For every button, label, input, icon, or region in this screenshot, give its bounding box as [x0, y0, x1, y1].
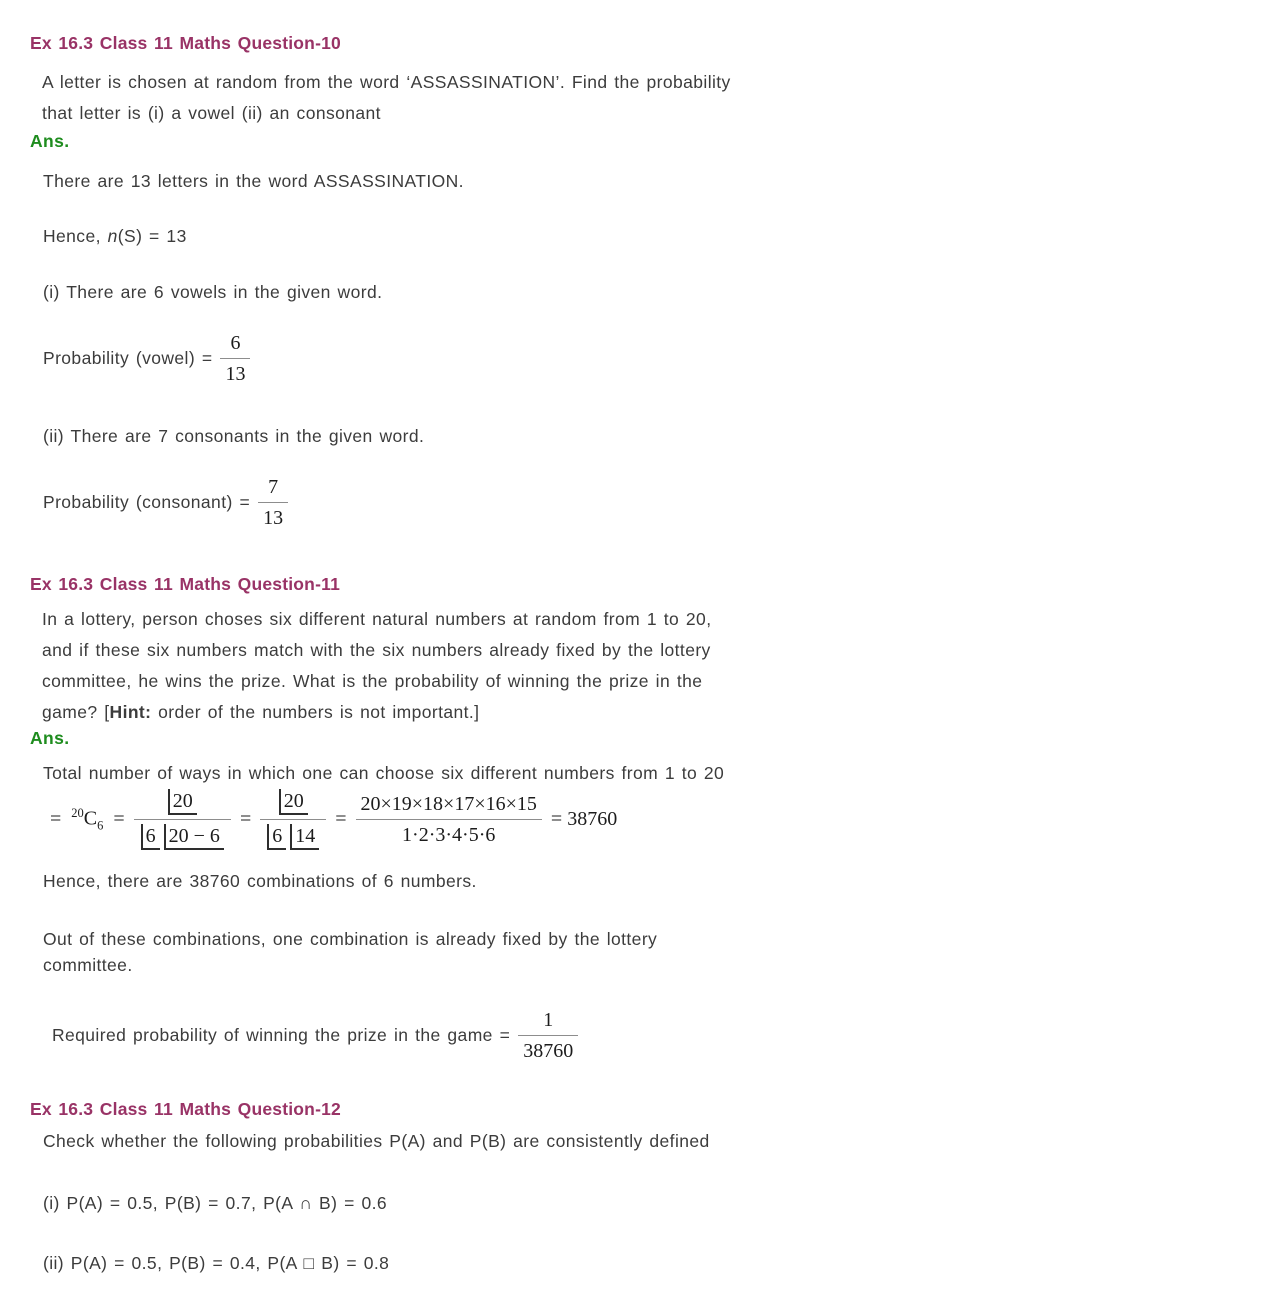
fraction-denominator: 1·2·3·4·5·6: [402, 824, 496, 846]
superscript-20: 20: [71, 805, 84, 820]
required-probability-label: Required probability of winning the prize in the game =: [52, 1025, 511, 1045]
probability-vowel-line: [43, 331, 1235, 386]
question-10-text: [42, 67, 1235, 129]
fraction-denominator: [134, 820, 231, 851]
question-11-text: [42, 604, 1235, 728]
factorial-notation: 6: [267, 824, 286, 850]
question-11-line-1: In a lottery, person choses six different natural numbers at random from 1 to 20,: [42, 609, 712, 629]
solution-line-combinations: Hence, there are 38760 combinations of 6 numbers.: [43, 871, 477, 891]
fraction-consonant: [258, 475, 288, 530]
answer-label-q10: Ans.: [30, 131, 70, 151]
probability-consonant-line: [43, 475, 1235, 530]
answer-label-q11: Ans.: [30, 728, 70, 748]
question-11-line-4: [42, 697, 1235, 728]
combination-letter: C: [83, 807, 98, 830]
fraction-denominator: 13: [263, 507, 284, 529]
factorial-notation: 20: [279, 789, 308, 815]
fraction-numerator: 7: [258, 475, 288, 503]
question-10-line-1: A letter is chosen at random from the word ‘ASSASSINATION’. Find the probability: [42, 72, 731, 92]
factorial-fraction-2: [260, 788, 326, 851]
solution-line-sample-space: [43, 226, 1235, 247]
question-12-heading: Ex 16.3 Class 11 Maths Question-12: [30, 1099, 341, 1119]
factorial-notation: 20: [168, 789, 197, 815]
question-12-text: Check whether the following probabilities P(A) and P(B) are consistently defined: [43, 1131, 710, 1151]
factorial-notation: 6: [141, 824, 160, 850]
equals-sign: =: [113, 808, 125, 830]
equals-sign: =: [335, 808, 347, 830]
equals-sign: =: [50, 808, 62, 830]
subscript-6: 6: [97, 818, 104, 833]
equals-sign: =: [550, 808, 563, 830]
fraction-numerator: [260, 788, 326, 820]
question-12-item-2: (ii) P(A) = 0.5, P(B) = 0.4, P(A □ B) = 0.8: [43, 1253, 390, 1273]
hint-suffix: order of the numbers is not important.]: [151, 702, 480, 722]
question-10-heading: Ex 16.3 Class 11 Maths Question-10: [30, 33, 341, 53]
question-10-line-2: that letter is (i) a vowel (ii) an consonant: [42, 103, 381, 123]
solution-line-consonants: (ii) There are 7 consonants in the given word.: [43, 426, 425, 446]
probability-vowel-label: Probability (vowel) =: [43, 348, 213, 368]
fraction-numerator: 20×19×18×17×16×15: [356, 792, 542, 820]
fraction-vowel: [220, 331, 250, 386]
combinations-formula: [45, 788, 1235, 851]
hence-prefix: Hence,: [43, 226, 108, 246]
fraction-denominator: 38760: [523, 1040, 574, 1062]
factorial-fraction-1: [134, 788, 231, 851]
fraction-denominator: [260, 820, 326, 851]
question-11-heading: Ex 16.3 Class 11 Maths Question-11: [30, 574, 340, 594]
solution-line-letters-count: There are 13 letters in the word ASSASSINATION.: [43, 171, 464, 191]
hint-bold-label: Hint:: [109, 702, 152, 722]
variable-n: n: [107, 226, 118, 246]
solution-line-fixed-combination: [43, 926, 1235, 978]
question-11-line-2: and if these six numbers match with the six numbers already fixed by the lottery: [42, 640, 711, 660]
equals-sign: =: [239, 808, 252, 830]
probability-consonant-label: Probability (consonant) =: [43, 492, 251, 512]
question-11-line-3: committee, he wins the prize. What is the probability of winning the prize in the: [42, 671, 703, 691]
sample-space-value: (S) = 13: [117, 226, 187, 246]
formula-result: 38760: [567, 808, 618, 830]
ncr-term: [71, 806, 103, 834]
fraction-denominator: 13: [225, 363, 246, 385]
fixed-combination-line-1: Out of these combinations, one combination is already fixed by the lottery: [43, 929, 658, 949]
fraction-numerator: 6: [220, 331, 250, 359]
question-12-item-1: (i) P(A) = 0.5, P(B) = 0.7, P(A ∩ B) = 0.6: [43, 1193, 387, 1213]
solution-intro-ways: Total number of ways in which one can choose six different numbers from 1 to 20: [43, 763, 725, 783]
factorial-notation: 20 − 6: [164, 824, 224, 850]
factorial-notation: 14: [290, 824, 319, 850]
hint-prefix: game? [: [42, 702, 110, 722]
fraction-numerator: 1: [518, 1008, 578, 1036]
fraction-required-probability: [518, 1008, 578, 1063]
product-fraction: [356, 792, 542, 847]
required-probability-line: [52, 1008, 1235, 1063]
fraction-numerator: [134, 788, 231, 820]
solution-line-vowels: (i) There are 6 vowels in the given word.: [43, 282, 383, 302]
fixed-combination-line-2: committee.: [43, 955, 133, 975]
